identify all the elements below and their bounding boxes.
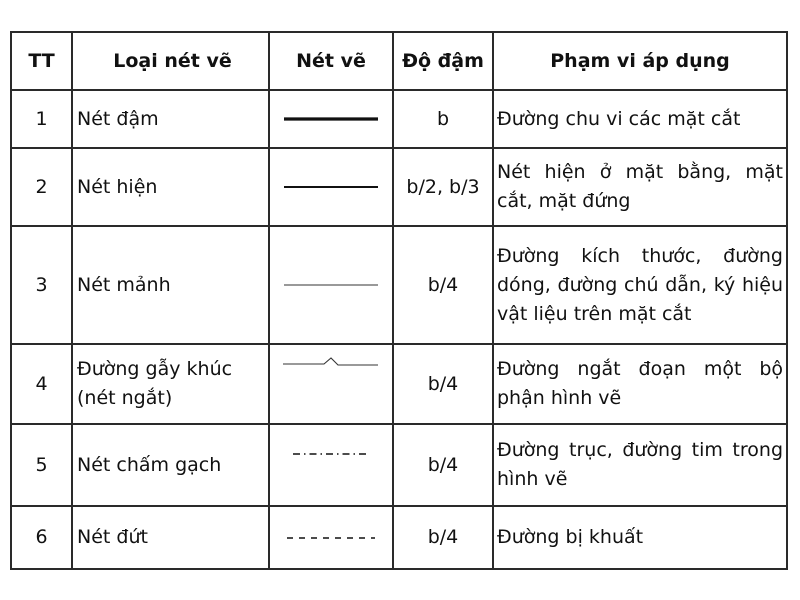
line-types-table bbox=[10, 31, 788, 570]
row-scope: Đường kích thước, đường dóng, đường chú dẫn, ký hiệu vật liệu trên mặt cắt bbox=[493, 226, 787, 344]
row-scope: Đường chu vi các mặt cắt bbox=[493, 90, 787, 148]
row-tt: 4 bbox=[11, 344, 72, 424]
row-weight: b/4 bbox=[393, 424, 493, 506]
table-row bbox=[11, 90, 787, 148]
thick-solid-line-icon bbox=[281, 114, 381, 124]
table-row bbox=[11, 344, 787, 424]
row-scope: Đường ngắt đoạn một bộ phận hình vẽ bbox=[493, 344, 787, 424]
line-sample-cell bbox=[269, 506, 393, 569]
header-weight: Độ đậm bbox=[393, 32, 493, 90]
row-weight: b/4 bbox=[393, 506, 493, 569]
dash-dot-line-icon bbox=[291, 451, 371, 457]
row-tt: 6 bbox=[11, 506, 72, 569]
line-sample-cell bbox=[269, 424, 393, 506]
row-weight: b/2, b/3 bbox=[393, 148, 493, 226]
table-row bbox=[11, 424, 787, 506]
header-line: Nét vẽ bbox=[269, 32, 393, 90]
table-header-row bbox=[11, 32, 787, 90]
row-scope: Đường trục, đường tim trong hình vẽ bbox=[493, 424, 787, 506]
row-tt: 5 bbox=[11, 424, 72, 506]
row-scope: Đường bị khuất bbox=[493, 506, 787, 569]
line-sample-cell bbox=[269, 90, 393, 148]
line-sample-cell bbox=[269, 148, 393, 226]
row-type: Nét đậm bbox=[72, 90, 269, 148]
medium-solid-line-icon bbox=[281, 182, 381, 192]
row-type: Nét mảnh bbox=[72, 226, 269, 344]
row-tt: 1 bbox=[11, 90, 72, 148]
dashed-line-icon bbox=[285, 535, 377, 541]
row-type: Nét hiện bbox=[72, 148, 269, 226]
row-weight: b/4 bbox=[393, 226, 493, 344]
line-sample-cell bbox=[269, 344, 393, 424]
row-weight: b/4 bbox=[393, 344, 493, 424]
line-sample-cell bbox=[269, 226, 393, 344]
thin-solid-line-icon bbox=[281, 280, 381, 290]
table-row bbox=[11, 226, 787, 344]
row-type: Nét chấm gạch bbox=[72, 424, 269, 506]
row-tt: 3 bbox=[11, 226, 72, 344]
break-line-icon bbox=[281, 355, 381, 369]
header-tt: TT bbox=[11, 32, 72, 90]
row-type: Đường gẫy khúc (nét ngắt) bbox=[72, 344, 269, 424]
row-type: Nét đứt bbox=[72, 506, 269, 569]
header-scope: Phạm vi áp dụng bbox=[493, 32, 787, 90]
row-tt: 2 bbox=[11, 148, 72, 226]
table-row bbox=[11, 148, 787, 226]
row-weight: b bbox=[393, 90, 493, 148]
table-row bbox=[11, 506, 787, 569]
row-scope: Nét hiện ở mặt bằng, mặt cắt, mặt đứng bbox=[493, 148, 787, 226]
header-type: Loại nét vẽ bbox=[72, 32, 269, 90]
